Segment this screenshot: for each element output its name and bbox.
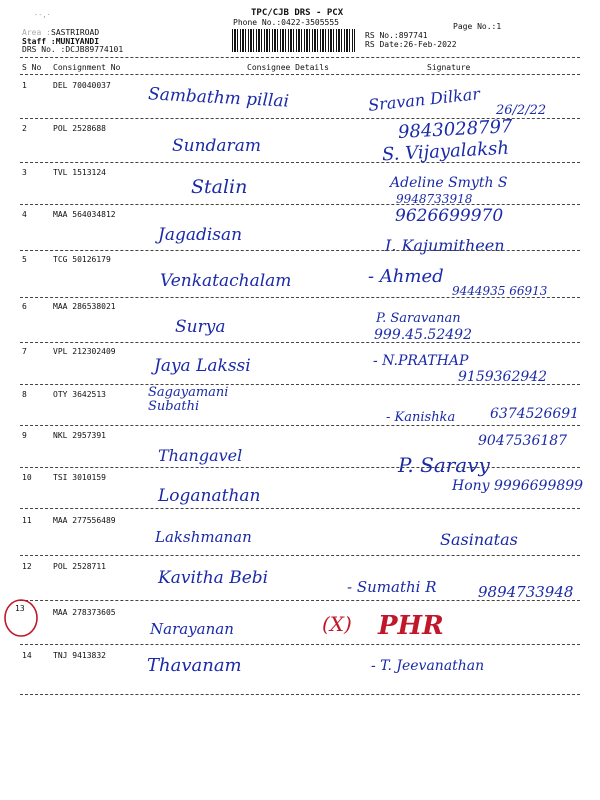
consignee-handwriting: Thangavel	[158, 446, 243, 465]
row-number: 3	[22, 168, 27, 177]
row-number: 5	[22, 255, 27, 264]
row-rule	[20, 467, 580, 468]
consignment-no: TVL 1513124	[53, 168, 106, 177]
consignee-handwriting: Sambathm pillai	[147, 84, 290, 112]
consignment-no: TSI 3010159	[53, 473, 106, 482]
drs-number: DRS No. :DCJB89774101	[22, 45, 124, 54]
row-rule	[20, 555, 580, 556]
row-number: 11	[22, 516, 32, 525]
row-rule	[20, 694, 580, 695]
col-s-no: S No	[22, 63, 42, 72]
row-rule	[20, 384, 580, 385]
consignee-handwriting: Kavitha Bebi	[158, 568, 269, 588]
col-consignment: Consignment No	[53, 63, 121, 72]
signature-extra: 9047536187	[478, 433, 568, 449]
signature-handwriting: - Ahmed	[368, 266, 444, 287]
branch-prefix: Area :	[22, 28, 51, 37]
header-rule	[20, 57, 580, 58]
rs-number: RS No.:897741	[365, 31, 428, 40]
signature-extra: 6374526691	[490, 406, 580, 422]
scan-marks: --,·	[34, 11, 51, 19]
row-number: 12	[22, 562, 32, 571]
signature-handwriting: Sasinatas	[440, 530, 518, 549]
signature-handwriting: - Kanishka	[386, 410, 456, 425]
consignment-no: MAA 278373605	[53, 608, 116, 617]
signature-handwriting: Hony 9996699899	[452, 478, 584, 494]
row-rule	[20, 204, 580, 205]
row-number: 9	[22, 431, 27, 440]
rs-date: RS Date:26-Feb-2022	[365, 40, 457, 49]
signature-extra: 9444935 66913	[452, 284, 548, 298]
consignment-no: POL 2528688	[53, 124, 106, 133]
row-rule	[20, 297, 580, 298]
row-number: 10	[22, 473, 32, 482]
consignment-no: NKL 2957391	[53, 431, 106, 440]
row-number: 1	[22, 81, 27, 90]
consignee-handwriting: Sundaram	[172, 136, 261, 156]
sheet-title: TPC/CJB DRS - PCX	[251, 8, 344, 18]
row-number: 8	[22, 390, 27, 399]
consignee-handwriting: Thavanam	[147, 655, 242, 676]
consignee-handwriting: Narayanan	[150, 620, 234, 638]
consignment-no: MAA 277556489	[53, 516, 116, 525]
signature-extra: 26/2/22	[496, 103, 547, 118]
consignment-no: OTY 3642513	[53, 390, 106, 399]
consignment-no: DEL 70040037	[53, 81, 111, 90]
signature-handwriting: P. Saravanan	[376, 311, 461, 326]
consignee-handwriting: Loganathan	[158, 486, 261, 506]
consignee-handwriting: Sagayamani Subathi	[148, 385, 229, 414]
signature-handwriting: - N.PRATHAP	[373, 353, 469, 369]
consignee-handwriting: Stalin	[191, 176, 248, 198]
signature-handwriting: PHR	[378, 611, 444, 641]
consignment-no: TNJ 9413832	[53, 651, 106, 660]
row-number: 6	[22, 302, 27, 311]
signature-extra: 9894733948	[478, 583, 574, 601]
consignee-handwriting: Jaya Lakssi	[154, 356, 251, 376]
barcode	[232, 29, 355, 52]
signature-handwriting: 9626699970	[395, 206, 504, 226]
col-consignee: Consignee Details	[247, 63, 329, 72]
signature-handwriting: - T. Jeevanathan	[371, 658, 485, 674]
consignee-handwriting: Jagadisan	[158, 225, 243, 245]
consignment-no: TCG 50126179	[53, 255, 111, 264]
signature-extra: (X)	[322, 612, 352, 636]
col-signature: Signature	[427, 63, 471, 72]
row-number: 2	[22, 124, 27, 133]
row-rule	[20, 644, 580, 645]
signature-handwriting: P. Saravy	[398, 453, 490, 477]
signature-handwriting: 9843028797	[397, 116, 514, 143]
consignment-no: POL 2528711	[53, 562, 106, 571]
row-rule	[20, 508, 580, 509]
consignee-handwriting: Venkatachalam	[160, 271, 292, 291]
signature-handwriting: - Sumathi R	[347, 578, 437, 596]
signature-extra: 9948733918	[396, 192, 473, 206]
consignment-no: VPL 212302409	[53, 347, 116, 356]
row-rule	[20, 600, 580, 601]
row-rule	[20, 162, 580, 163]
columns-rule	[20, 74, 580, 75]
page-number: Page No.:1	[453, 22, 502, 31]
row-number: 4	[22, 210, 27, 219]
row-rule	[20, 425, 580, 426]
consignment-no: MAA 286538021	[53, 302, 116, 311]
consignee-handwriting: Surya	[175, 317, 226, 337]
staff-name: Staff :MUNIYANDI	[22, 37, 100, 46]
consignment-no: MAA 564034812	[53, 210, 116, 219]
signature-handwriting: Adeline Smyth S	[390, 175, 508, 191]
row-number: 13	[15, 604, 25, 613]
signature-extra: 999.45.52492	[374, 327, 472, 343]
signature-handwriting: Sravan Dilkar	[367, 84, 481, 115]
phone-number: Phone No.:0422-3505555	[233, 18, 339, 27]
signature-extra: 9159362942	[458, 369, 548, 385]
consignee-handwriting: Lakshmanan	[155, 528, 252, 546]
row-rule	[20, 342, 580, 343]
row-number: 14	[22, 651, 32, 660]
row-number: 7	[22, 347, 27, 356]
branch-name: SASTRIROAD	[51, 28, 100, 37]
row-rule	[20, 250, 580, 251]
signature-extra: I. Kajumitheen	[385, 236, 505, 255]
signature-extra: S. Vijayalaksh	[381, 137, 510, 166]
